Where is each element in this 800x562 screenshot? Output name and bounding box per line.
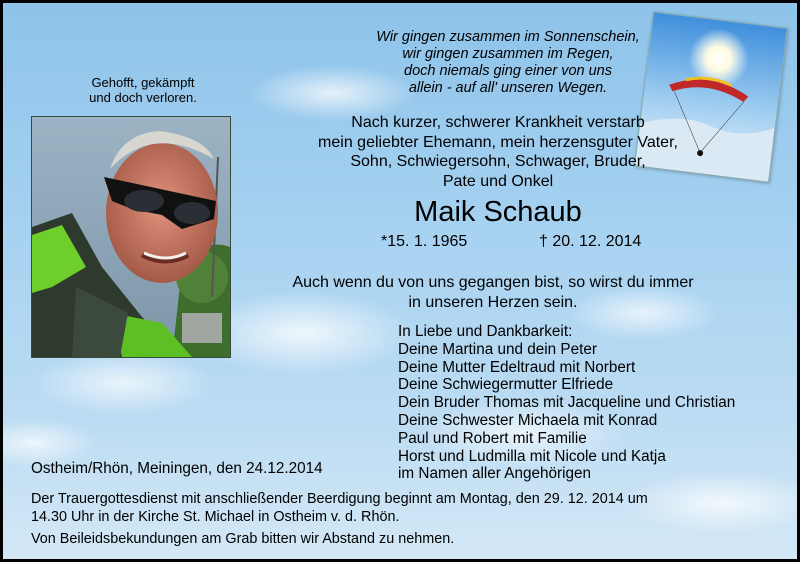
quote-line: in unseren Herzen sein. (408, 294, 578, 311)
poem-line: allein - auf all' unseren Wegen. (408, 80, 608, 96)
mourner-line: Paul und Robert mit Familie (398, 429, 587, 447)
poem (343, 29, 673, 97)
hope-line: und doch verloren. (89, 90, 197, 105)
funeral-service-info (31, 491, 781, 526)
poem-line: wir gingen zusammen im Regen, (402, 46, 614, 62)
quote-line: Auch wenn du von uns gegangen bist, so wirst du immer (292, 274, 694, 291)
mourners-list (398, 323, 735, 483)
mourner-line: Deine Mutter Edeltraud mit Norbert (398, 358, 636, 376)
mourner-line: Deine Schwiegermutter Elfriede (398, 376, 614, 394)
birth-date: *15. 1. 1965 (381, 233, 468, 250)
service-line: 14.30 Uhr in der Kirche St. Michael in Ostheim v. d. Rhön. (31, 508, 400, 525)
announcement-line: Pate und Onkel (442, 172, 554, 190)
poem-line: Wir gingen zusammen im Sonnenschein, (376, 29, 640, 45)
death-announcement (288, 113, 708, 191)
service-line: Der Trauergottesdienst mit anschließender Beerdigung beginnt am Montag, den 29. 12. 2014 um (31, 491, 648, 507)
mourner-line: In Liebe und Dankbarkeit: (398, 323, 573, 340)
portrait-photo (31, 116, 231, 358)
place-date: Ostheim/Rhön, Meiningen, den 24.12.2014 (31, 460, 323, 477)
memorial-quote (253, 273, 733, 313)
hope-caption (63, 75, 223, 105)
poem-line: doch niemals ging einer von uns (404, 63, 612, 79)
announcement-line: Nach kurzer, schwerer Krankheit verstarb (351, 114, 645, 131)
mourner-line: Horst und Ludmilla mit Nicole und Katja (398, 447, 666, 465)
mourner-line: Dein Bruder Thomas mit Jacqueline und Christian (398, 394, 736, 412)
mourner-line: im Namen aller Angehörigen (398, 465, 592, 483)
mourner-line: Deine Schwester Michaela mit Konrad (398, 411, 658, 429)
death-date: † 20. 12. 2014 (539, 233, 642, 250)
announcement-line: mein geliebter Ehemann, mein herzensguter Vater, (318, 133, 678, 151)
announcement-line: Sohn, Schwiegersohn, Schwager, Bruder, (350, 153, 646, 171)
condolences-note: Von Beileidsbekundungen am Grab bitten wir Abstand zu nehmen. (31, 531, 455, 547)
portrait-image (32, 117, 230, 357)
deceased-name: Maik Schaub (414, 196, 582, 228)
mourner-line: Deine Martina und dein Peter (398, 340, 597, 358)
hope-line: Gehofft, gekämpft (91, 75, 195, 90)
